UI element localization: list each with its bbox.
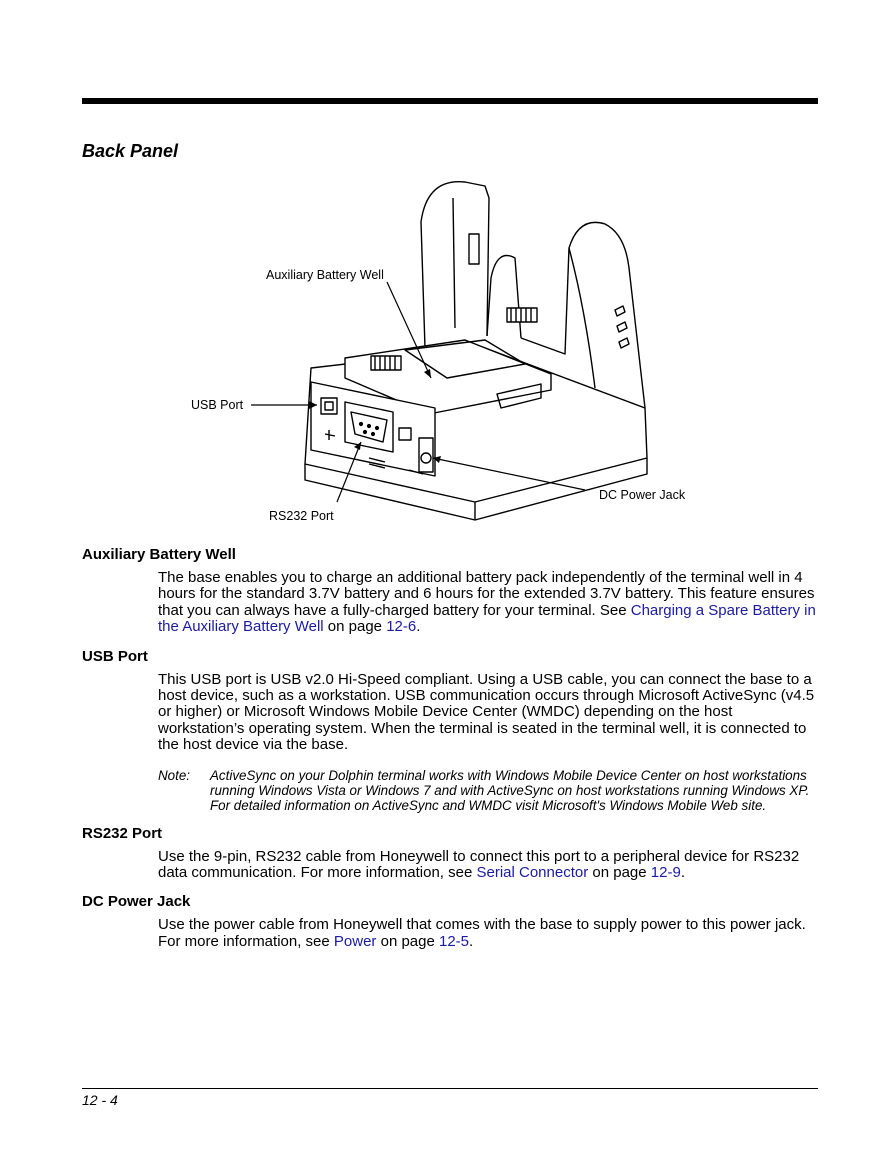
heading-aux-battery-well: Auxiliary Battery Well: [82, 546, 236, 563]
heading-rs232-port: RS232 Port: [82, 824, 163, 842]
entry-dc-power-jack: [82, 893, 818, 950]
link-power[interactable]: Power: [333, 932, 377, 950]
section-title: Back Panel: [82, 141, 179, 161]
link-page-12-5[interactable]: 12-5: [439, 932, 470, 950]
link-page-12-9[interactable]: 12-9: [650, 864, 681, 882]
paragraph-dc-power-jack: Use the power cable from Honeywell that comes with the base to supply power to this power jack. For more information, see Power on page 12-5.: [158, 916, 806, 950]
paragraph-rs232-port: Use the 9-pin, RS232 cable from Honeywell to connect this port to a peripheral device for RS232 data communication. For more information, see Serial Connector on page 12-9.: [158, 847, 800, 882]
paragraph-aux-battery-well: The base enables you to charge an additional battery pack independently of the terminal well in 4 hours for the standard 3.7V battery and 6 hours for the extended 3.7V battery. This feature ensures that you can always have a fully-charged battery for your terminal. See Charging a Spare Battery in the Auxiliary Battery Well on page 12-6.: [158, 569, 816, 636]
entry-aux-battery-well: [82, 546, 818, 636]
link-page-12-6[interactable]: 12-6: [386, 618, 417, 636]
footer-rule: [82, 1088, 818, 1089]
charging-base-illustration: [185, 158, 705, 530]
back-panel-figure: [185, 158, 705, 530]
header-rule: [82, 98, 818, 104]
usb-note: [158, 768, 818, 813]
page-content: [82, 546, 818, 962]
label-aux-battery-well: Auxiliary Battery Well: [266, 268, 384, 282]
label-rs232-port: RS232 Port: [269, 509, 334, 523]
link-serial-connector[interactable]: Serial Connector: [476, 864, 589, 882]
note-text: ActiveSync on your Dolphin terminal works with Windows Mobile Device Center on host workstations running Windows Vista or Windows 7 and with ActiveSync on host workstations running Windows XP. For detailed information on ActiveSync and WMDC visit Microsoft's Windows Mobile Web site.: [210, 767, 810, 813]
label-dc-power-jack: DC Power Jack: [599, 488, 686, 502]
entry-usb-port: [82, 648, 818, 813]
link-charging-spare-battery[interactable]: Charging a Spare Battery in the Auxiliary Battery Well: [158, 601, 816, 636]
paragraph-usb-port: This USB port is USB v2.0 Hi-Speed compliant. Using a USB cable, you can connect the base to a host device, such as a workstation. USB communication occurs through Microsoft ActiveSync (v4.5 or higher) or Microsoft Windows Mobile Device Center (WMDC) depending on the host workstation’s operating system. When the terminal is seated in the terminal well, it is connected to the host device via the base.: [158, 670, 815, 754]
label-usb-port: USB Port: [191, 398, 244, 412]
heading-usb-port: USB Port: [82, 647, 148, 665]
entry-rs232-port: [82, 825, 818, 882]
heading-dc-power-jack: DC Power Jack: [82, 893, 191, 911]
note-label: Note:: [158, 767, 191, 783]
page-number: 12 - 4: [82, 1092, 118, 1108]
